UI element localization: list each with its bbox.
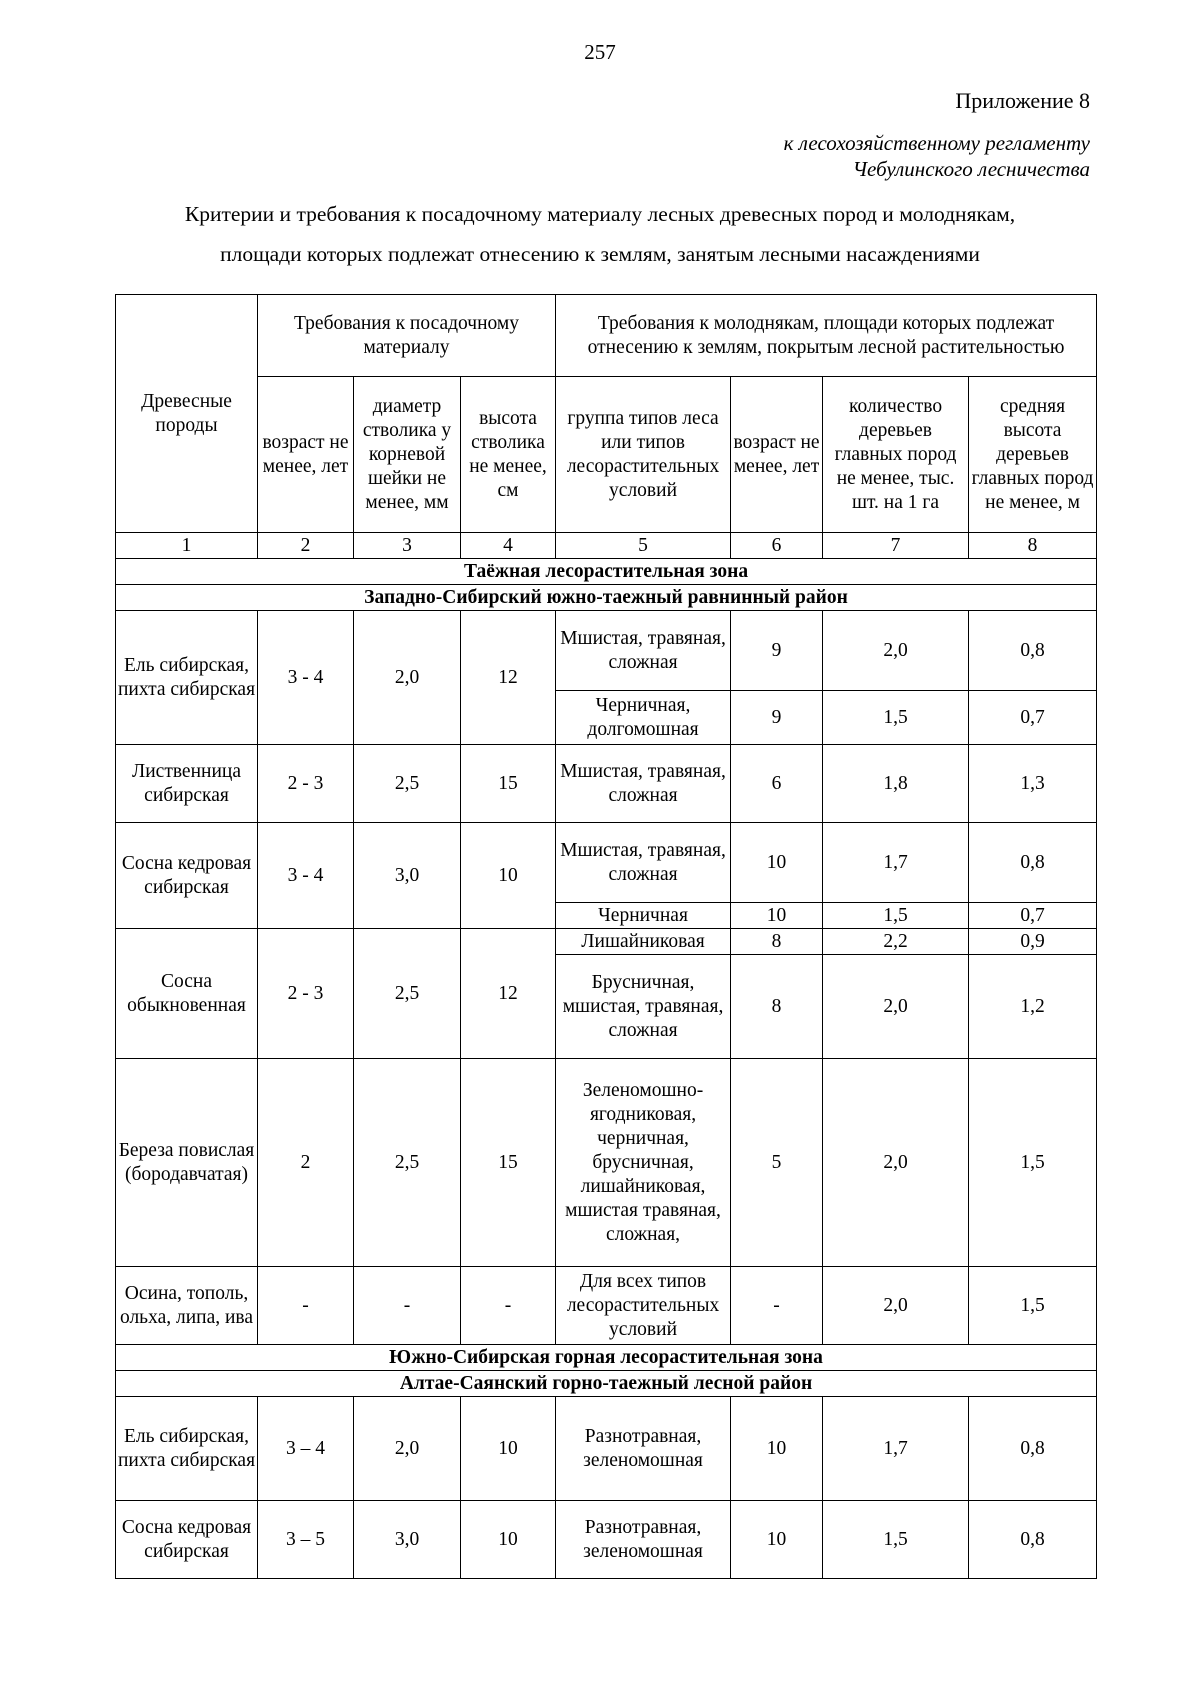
district-heading: Алтае-Саянский горно-таежный лесной район bbox=[116, 1371, 1097, 1397]
avg-height-cell: 1,5 bbox=[969, 1267, 1097, 1345]
header-forest-type: группа типов леса или типов лесорастительных условий bbox=[556, 377, 731, 533]
species-cell: Ель сибирская, пихта сибирская bbox=[116, 1397, 258, 1501]
avg-height-cell: 0,8 bbox=[969, 1501, 1097, 1579]
diameter-cell: - bbox=[354, 1267, 461, 1345]
forest-type-cell: Черничная bbox=[556, 903, 731, 929]
avg-height-cell: 1,3 bbox=[969, 745, 1097, 823]
header-young-group: Требования к молоднякам, площади которых подлежат отнесению к землям, покрытым лесной растительностью bbox=[556, 295, 1097, 377]
header-species: Древесные породы bbox=[116, 295, 258, 533]
header-height: высота стволика не менее, см bbox=[461, 377, 556, 533]
age-cell: 3 – 5 bbox=[258, 1501, 354, 1579]
forest-type-cell: Для всех типов лесорастительных условий bbox=[556, 1267, 731, 1345]
tree-count-cell: 1,7 bbox=[823, 1397, 969, 1501]
diameter-cell: 3,0 bbox=[354, 823, 461, 929]
forest-type-cell: Брусничная, мшистая, травяная, сложная bbox=[556, 955, 731, 1059]
tree-count-cell: 1,5 bbox=[823, 691, 969, 745]
table-row bbox=[116, 929, 1097, 955]
header-avg-height: средняя высота деревьев главных пород не менее, м bbox=[969, 377, 1097, 533]
height-cell: 12 bbox=[461, 929, 556, 1059]
height-cell: - bbox=[461, 1267, 556, 1345]
district-heading: Западно-Сибирский южно-таежный равнинный район bbox=[116, 585, 1097, 611]
table-row bbox=[116, 823, 1097, 903]
subtitle-line-1: к лесохозяйственному регламенту bbox=[783, 131, 1090, 155]
young-age-cell: 9 bbox=[731, 691, 823, 745]
avg-height-cell: 0,7 bbox=[969, 691, 1097, 745]
forest-type-cell: Лишайниковая bbox=[556, 929, 731, 955]
forest-type-cell: Зеленомошно-ягодниковая, черничная, брусничная, лишайниковая, мшистая травяная, сложная, bbox=[556, 1059, 731, 1267]
forest-type-cell: Мшистая, травяная, сложная bbox=[556, 745, 731, 823]
avg-height-cell: 0,7 bbox=[969, 903, 1097, 929]
zone-heading: Южно-Сибирская горная лесорастительная зона bbox=[116, 1345, 1097, 1371]
requirements-table bbox=[115, 294, 1097, 1579]
young-age-cell: 8 bbox=[731, 929, 823, 955]
table-row bbox=[116, 1059, 1097, 1267]
tree-count-cell: 2,0 bbox=[823, 1059, 969, 1267]
table-row bbox=[116, 611, 1097, 691]
col-number: 8 bbox=[969, 533, 1097, 559]
height-cell: 15 bbox=[461, 745, 556, 823]
species-cell: Осина, тополь, ольха, липа, ива bbox=[116, 1267, 258, 1345]
avg-height-cell: 0,8 bbox=[969, 823, 1097, 903]
diameter-cell: 2,5 bbox=[354, 929, 461, 1059]
header-young-age: возраст не менее, лет bbox=[731, 377, 823, 533]
young-age-cell: 9 bbox=[731, 611, 823, 691]
col-number: 3 bbox=[354, 533, 461, 559]
tree-count-cell: 2,0 bbox=[823, 955, 969, 1059]
young-age-cell: 6 bbox=[731, 745, 823, 823]
col-number: 7 bbox=[823, 533, 969, 559]
zone-row bbox=[116, 559, 1097, 585]
title-line-2: площади которых подлежат отнесению к землям, занятым лесными насаждениями bbox=[220, 242, 980, 266]
forest-type-cell: Мшистая, травяная, сложная bbox=[556, 611, 731, 691]
tree-count-cell: 2,0 bbox=[823, 1267, 969, 1345]
header-age: возраст не менее, лет bbox=[258, 377, 354, 533]
forest-type-cell: Разнотравная, зеленомошная bbox=[556, 1501, 731, 1579]
age-cell: 2 - 3 bbox=[258, 745, 354, 823]
zone-row bbox=[116, 1345, 1097, 1371]
avg-height-cell: 1,5 bbox=[969, 1059, 1097, 1267]
age-cell: - bbox=[258, 1267, 354, 1345]
species-cell: Береза повислая (бородавчатая) bbox=[116, 1059, 258, 1267]
height-cell: 10 bbox=[461, 823, 556, 929]
forest-type-cell: Черничная, долгомошная bbox=[556, 691, 731, 745]
diameter-cell: 2,5 bbox=[354, 1059, 461, 1267]
col-number: 4 bbox=[461, 533, 556, 559]
tree-count-cell: 2,0 bbox=[823, 611, 969, 691]
forest-type-cell: Мшистая, травяная, сложная bbox=[556, 823, 731, 903]
avg-height-cell: 1,2 bbox=[969, 955, 1097, 1059]
age-cell: 3 – 4 bbox=[258, 1397, 354, 1501]
age-cell: 2 - 3 bbox=[258, 929, 354, 1059]
diameter-cell: 2,0 bbox=[354, 611, 461, 745]
title-line-1: Критерии и требования к посадочному материалу лесных древесных пород и молоднякам, bbox=[184, 202, 1016, 226]
subtitle bbox=[784, 130, 1090, 182]
document-title bbox=[110, 194, 1090, 274]
age-cell: 2 bbox=[258, 1059, 354, 1267]
forest-type-cell: Разнотравная, зеленомошная bbox=[556, 1397, 731, 1501]
young-age-cell: 10 bbox=[731, 1501, 823, 1579]
diameter-cell: 2,0 bbox=[354, 1397, 461, 1501]
diameter-cell: 3,0 bbox=[354, 1501, 461, 1579]
header-diameter: диаметр стволика у корневой шейки не менее, мм bbox=[354, 377, 461, 533]
col-number: 1 bbox=[116, 533, 258, 559]
tree-count-cell: 1,8 bbox=[823, 745, 969, 823]
species-cell: Сосна обыкновенная bbox=[116, 929, 258, 1059]
avg-height-cell: 0,9 bbox=[969, 929, 1097, 955]
height-cell: 10 bbox=[461, 1501, 556, 1579]
table-row bbox=[116, 1267, 1097, 1345]
age-cell: 3 - 4 bbox=[258, 611, 354, 745]
height-cell: 15 bbox=[461, 1059, 556, 1267]
height-cell: 12 bbox=[461, 611, 556, 745]
appendix-label: Приложение 8 bbox=[955, 88, 1090, 113]
page-number: 257 bbox=[584, 40, 616, 64]
col-number: 6 bbox=[731, 533, 823, 559]
young-age-cell: - bbox=[731, 1267, 823, 1345]
header-row-1 bbox=[116, 295, 1097, 377]
species-cell: Ель сибирская, пихта сибирская bbox=[116, 611, 258, 745]
header-row-2 bbox=[116, 377, 1097, 533]
subtitle-line-2: Чебулинского лесничества bbox=[852, 157, 1090, 181]
height-cell: 10 bbox=[461, 1397, 556, 1501]
table-row bbox=[116, 1501, 1097, 1579]
species-cell: Сосна кедровая сибирская bbox=[116, 1501, 258, 1579]
tree-count-cell: 1,5 bbox=[823, 1501, 969, 1579]
tree-count-cell: 1,7 bbox=[823, 823, 969, 903]
young-age-cell: 10 bbox=[731, 1397, 823, 1501]
col-number: 5 bbox=[556, 533, 731, 559]
col-number: 2 bbox=[258, 533, 354, 559]
header-planting-group: Требования к посадочному материалу bbox=[258, 295, 556, 377]
zone-heading: Таёжная лесорастительная зона bbox=[116, 559, 1097, 585]
district-row bbox=[116, 585, 1097, 611]
species-cell: Сосна кедровая сибирская bbox=[116, 823, 258, 929]
avg-height-cell: 0,8 bbox=[969, 1397, 1097, 1501]
young-age-cell: 10 bbox=[731, 903, 823, 929]
avg-height-cell: 0,8 bbox=[969, 611, 1097, 691]
column-number-row bbox=[116, 533, 1097, 559]
header-tree-count: количество деревьев главных пород не менее, тыс. шт. на 1 га bbox=[823, 377, 969, 533]
age-cell: 3 - 4 bbox=[258, 823, 354, 929]
table-row bbox=[116, 745, 1097, 823]
district-row bbox=[116, 1371, 1097, 1397]
young-age-cell: 10 bbox=[731, 823, 823, 903]
young-age-cell: 5 bbox=[731, 1059, 823, 1267]
tree-count-cell: 2,2 bbox=[823, 929, 969, 955]
species-cell: Лиственница сибирская bbox=[116, 745, 258, 823]
diameter-cell: 2,5 bbox=[354, 745, 461, 823]
young-age-cell: 8 bbox=[731, 955, 823, 1059]
tree-count-cell: 1,5 bbox=[823, 903, 969, 929]
table-row bbox=[116, 1397, 1097, 1501]
